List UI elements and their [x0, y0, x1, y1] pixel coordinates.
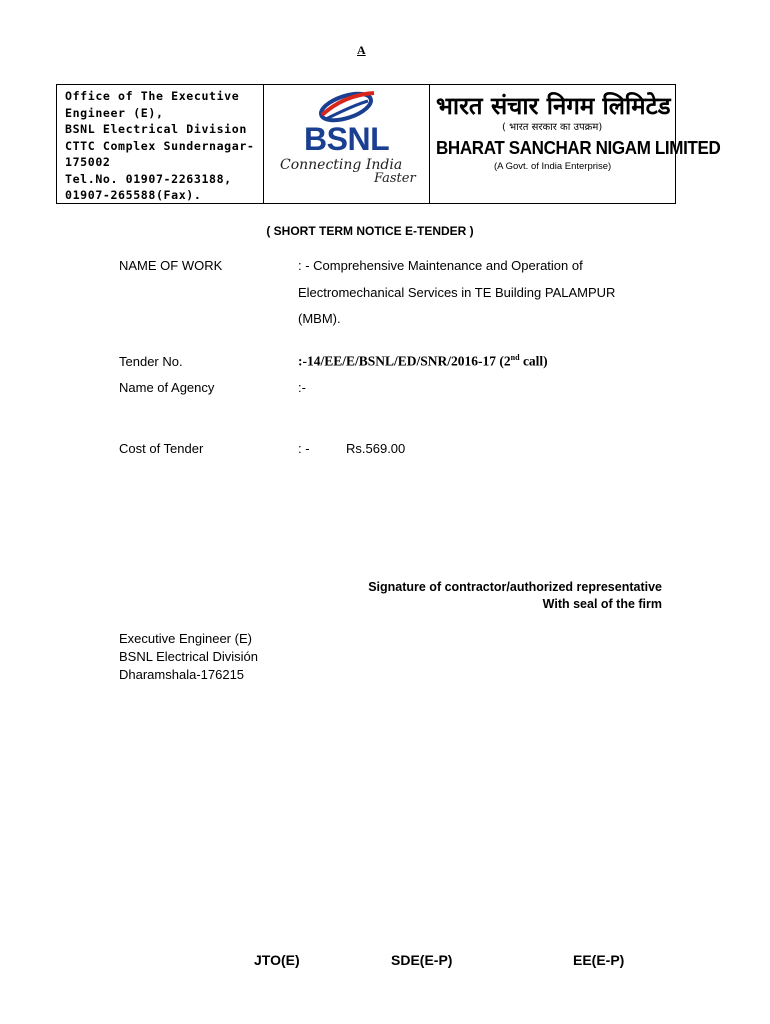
office-line: 01907-265588(Fax).: [65, 188, 202, 202]
logo-tagline-faster: Faster: [374, 171, 416, 186]
hindi-subtitle: ( भारत सरकार का उपक्रम): [502, 122, 603, 133]
logo-tagline: Connecting India: [280, 157, 403, 173]
tender-no-value: [298, 353, 548, 370]
office-line: Office of The Executive: [65, 89, 240, 103]
page-mark: A: [357, 43, 366, 57]
name-of-work-line: (MBM).: [298, 311, 341, 326]
notice-title: ( SHORT TERM NOTICE E-TENDER ): [266, 224, 474, 238]
english-company-name: BHARAT SANCHAR NIGAM LIMITED: [436, 137, 721, 158]
address-line: Dharamshala-176215: [119, 667, 245, 682]
signature-line: With seal of the firm: [542, 597, 662, 611]
footer-ee: EE(E-P): [573, 952, 625, 968]
bsnl-logo: [264, 85, 429, 203]
name-of-work-label: NAME OF WORK: [119, 258, 223, 273]
address-line: Executive Engineer (E): [119, 631, 252, 646]
address-line: BSNL Electrical División: [119, 649, 258, 664]
office-line: Engineer (E),: [65, 105, 164, 120]
signature-line: Signature of contractor/authorized representative: [368, 580, 662, 594]
office-line: 175002: [65, 155, 111, 169]
letterhead: [56, 84, 721, 204]
footer-jto: JTO(E): [254, 952, 300, 968]
tender-no-text: :-14/EE/E/BSNL/ED/SNR/2016-17 (2: [298, 353, 511, 369]
cost-separator: : -: [298, 441, 310, 456]
english-subtitle: (A Govt. of India Enterprise): [494, 161, 612, 172]
footer-sde: SDE(E-P): [391, 952, 453, 968]
office-address-block: [65, 88, 261, 204]
company-name-block: [430, 85, 721, 203]
name-of-work-line: : - Comprehensive Maintenance and Operation of: [298, 258, 583, 273]
tender-no-suffix: call): [519, 353, 548, 369]
cost-label: Cost of Tender: [119, 441, 204, 456]
office-line: Tel.No. 01907-2263188,: [65, 171, 232, 186]
logo-word: BSNL: [304, 121, 390, 157]
hindi-company-name: भारत संचार निगम लिमिटेड: [436, 92, 671, 120]
bsnl-swoosh-icon: [264, 85, 429, 125]
tender-no-ordinal: nd: [510, 353, 520, 362]
agency-label: Name of Agency: [119, 380, 215, 395]
cost-value: Rs.569.00: [346, 441, 406, 456]
office-line: CTTC Complex Sundernagar-: [65, 138, 255, 153]
office-line: BSNL Electrical Division: [65, 122, 247, 136]
tender-no-label: Tender No.: [119, 354, 183, 369]
agency-value: :-: [298, 380, 306, 395]
name-of-work-line: Electromechanical Services in TE Building PALAMPUR: [298, 285, 616, 300]
